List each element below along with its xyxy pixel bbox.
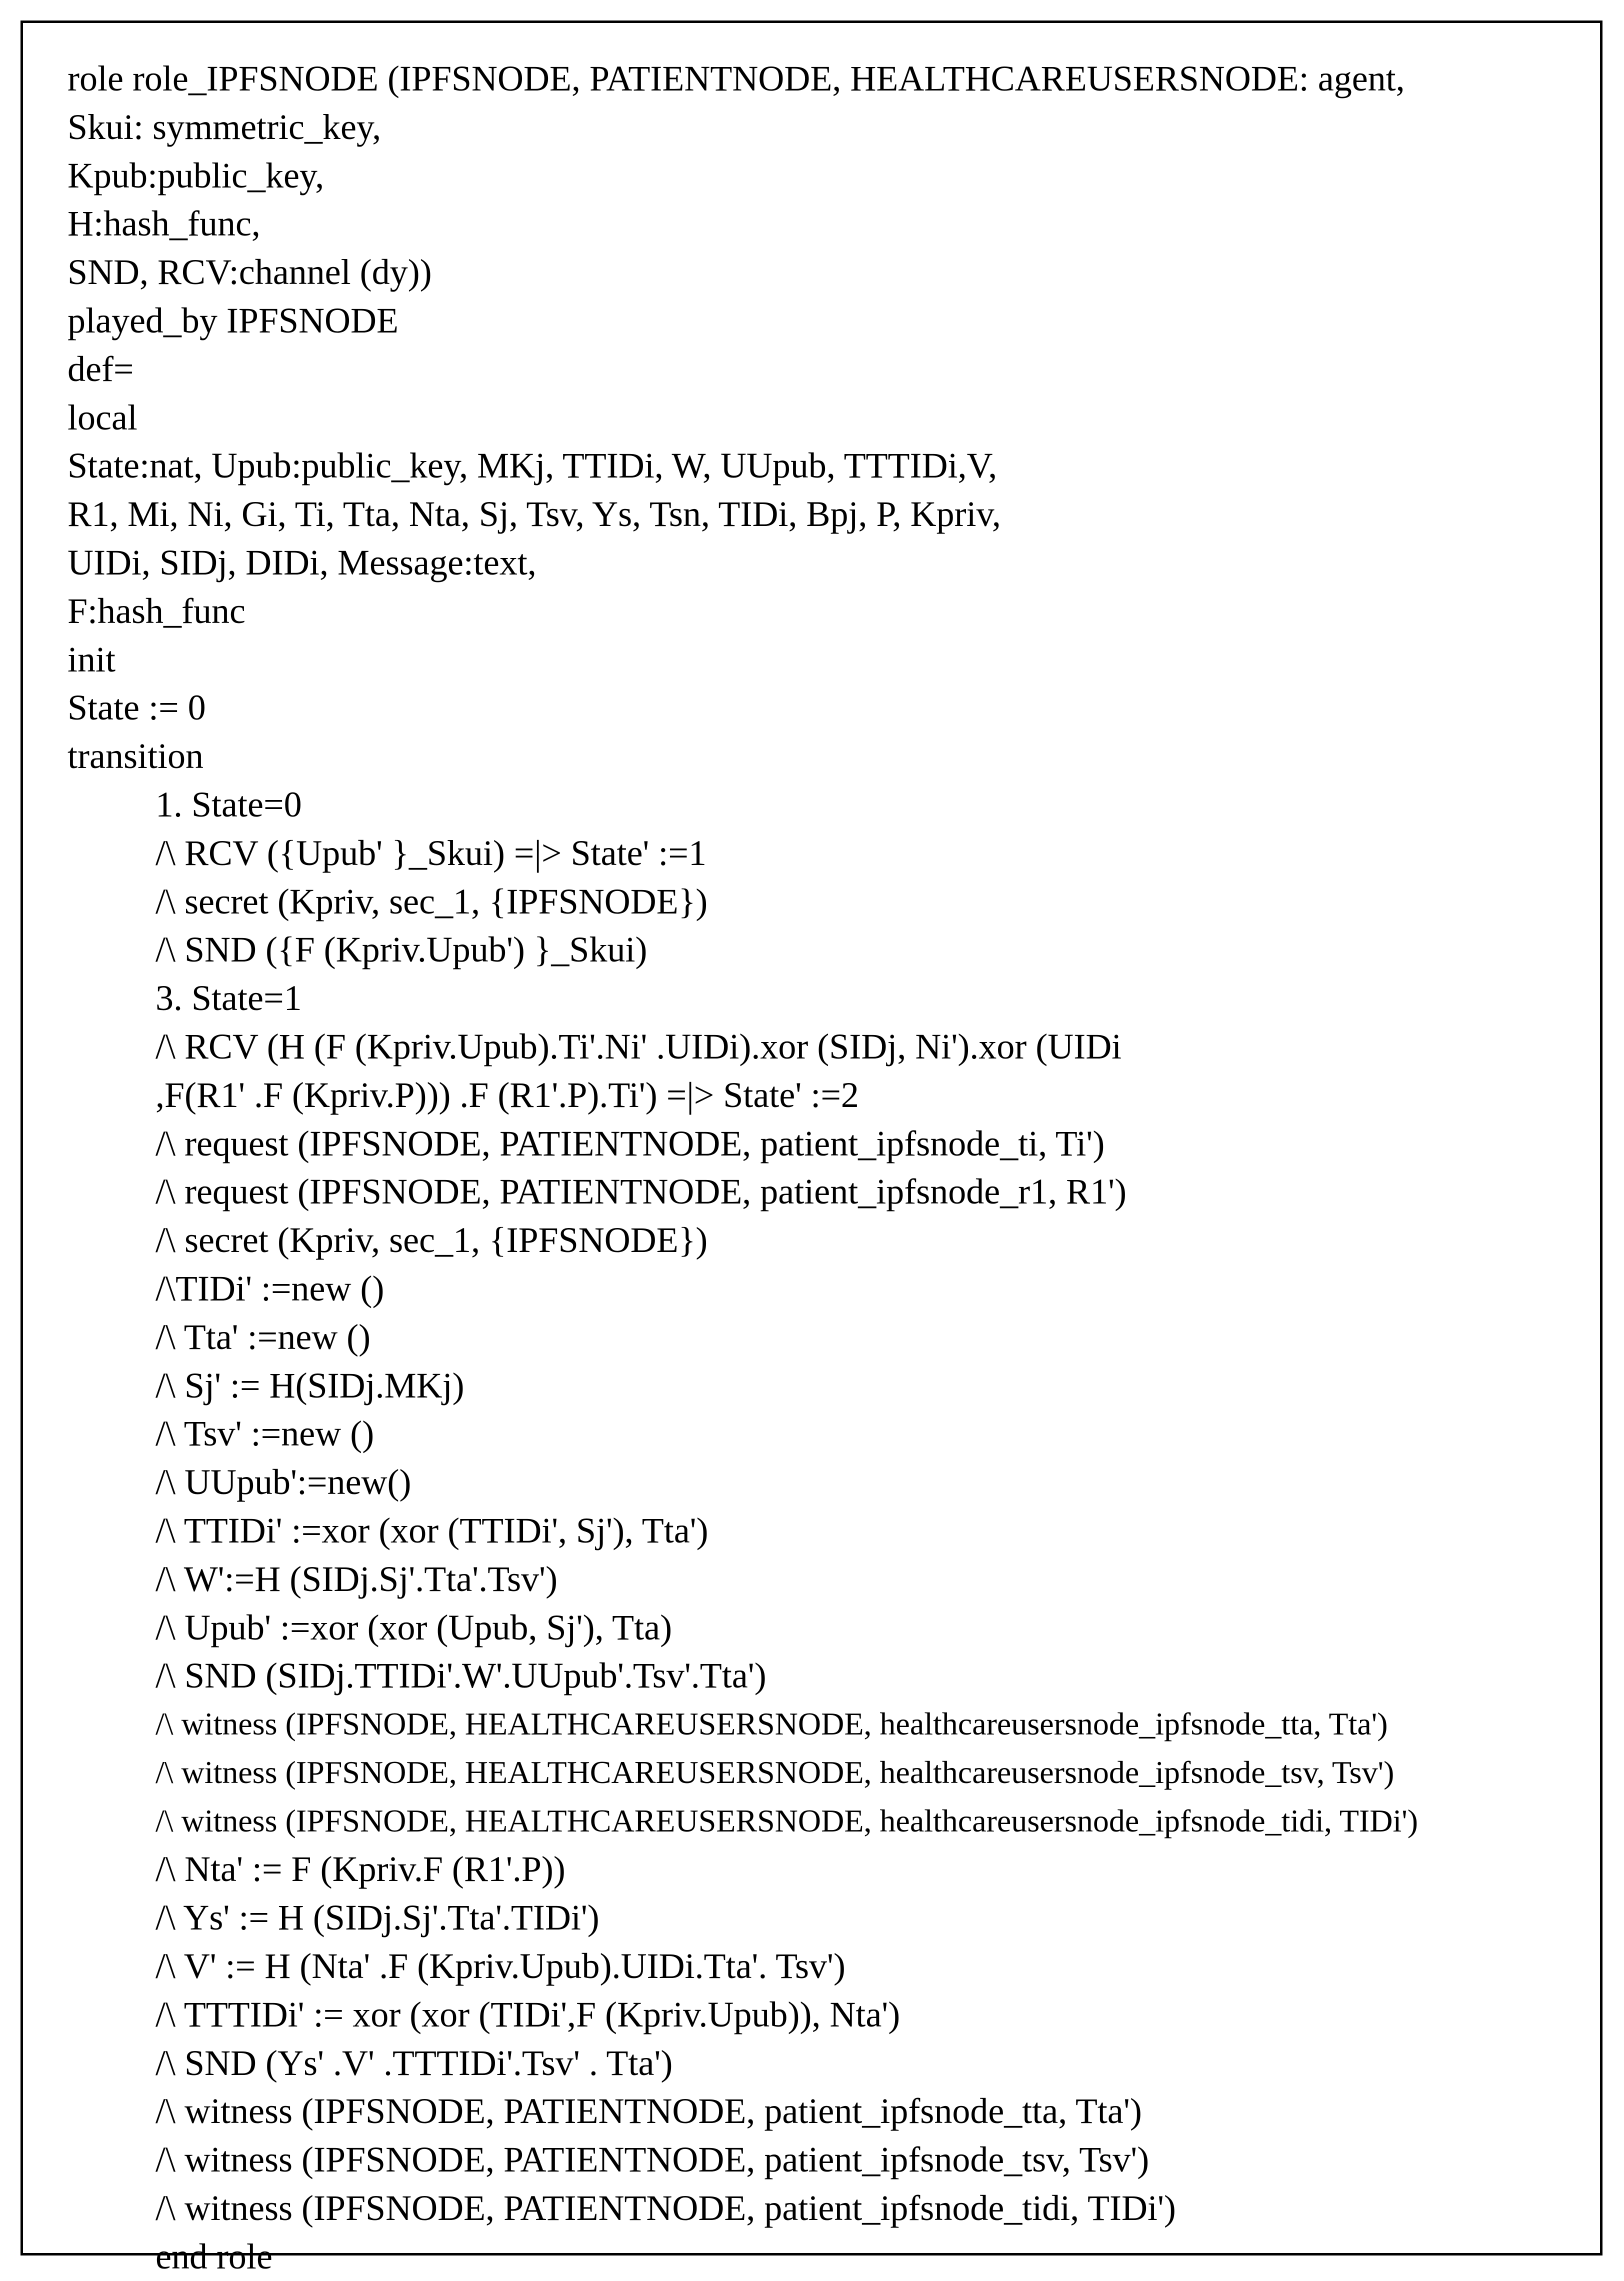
code-line: /\ TTIDi' :=xor (xor (TTIDi', Sj'), Tta') [156,1510,708,1550]
code-line: /\ RCV ({Upub' }_Skui) =|> State' :=1 [156,832,707,873]
code-line: State := 0 [68,688,206,728]
code-line: /\ Tta' :=new () [156,1316,371,1357]
code-line: /\ Tsv' :=new () [156,1414,374,1454]
code-line: 3. State=1 [156,978,302,1018]
code-line: /\ RCV (H (F (Kpriv.Upub).Ti'.Ni' .UIDi).xor (SIDj, Ni').xor (UIDi [156,1026,1122,1066]
code-line: R1, Mi, Ni, Gi, Ti, Tta, Nta, Sj, Tsv, Ys, Tsn, TIDi, Bpj, P, Kpriv, [68,494,1001,534]
code-line: transition [68,736,204,776]
code-line: /\ secret (Kpriv, sec_1, {IPFSNODE}) [156,1220,708,1260]
code-line: role role_IPFSNODE (IPFSNODE, PATIENTNODE, HEALTHCAREUSERSNODE: agent, [68,58,1405,98]
code-line: /\ Upub' :=xor (xor (Upub, Sj'), Tta) [156,1607,672,1648]
code-line: /\ SND (Ys' .V' .TTTIDi'.Tsv' . Tta') [156,2042,673,2083]
code-line: local [68,397,138,438]
code-line: SND, RCV:channel (dy)) [68,252,432,292]
code-line: /\ witness (IPFSNODE, PATIENTNODE, patient_ipfsnode_tta, Tta') [156,2091,1142,2132]
code-line: /\ TTTIDi' := xor (xor (TIDi',F (Kpriv.Upub)), Nta') [156,1994,900,2034]
code-line: /\ V' := H (Nta' .F (Kpriv.Upub).UIDi.Tta'. Tsv') [156,1946,846,1986]
code-line: /\ witness (IPFSNODE, HEALTHCAREUSERSNODE, healthcareusersnode_ipfsnode_tta, Tta') [156,1706,1388,1742]
code-line: /\TIDi' :=new () [156,1268,384,1308]
code-line: 1. State=0 [156,784,302,824]
code-line: F:hash_func [68,590,246,631]
code-line: H:hash_func, [68,204,260,244]
code-line: /\ request (IPFSNODE, PATIENTNODE, patient_ipfsnode_r1, R1') [156,1172,1127,1212]
code-line: /\ SND ({F (Kpriv.Upub') }_Skui) [156,930,648,970]
code-line: State:nat, Upub:public_key, MKj, TTIDi, W, UUpub, TTTIDi,V, [68,446,998,486]
code-line: /\ witness (IPFSNODE, PATIENTNODE, patient_ipfsnode_tsv, Tsv') [156,2140,1150,2180]
code-line: /\ secret (Kpriv, sec_1, {IPFSNODE}) [156,881,708,922]
code-frame [20,20,1602,2276]
code-line: UIDi, SIDj, DIDi, Message:text, [68,542,536,582]
code-line: Kpub:public_key, [68,155,324,196]
code-line: Skui: symmetric_key, [68,106,382,147]
code-line: /\ request (IPFSNODE, PATIENTNODE, patient_ipfsnode_ti, Ti') [156,1123,1105,1164]
code-line: def= [68,348,134,389]
code-line: /\ witness (IPFSNODE, HEALTHCAREUSERSNODE, healthcareusersnode_ipfsnode_tsv, Tsv') [156,1754,1394,1790]
code-line: /\ witness (IPFSNODE, PATIENTNODE, patient_ipfsnode_tidi, TIDi') [156,2188,1176,2228]
code-line: /\ Ys' := H (SIDj.Sj'.Tta'.TIDi') [156,1898,600,1938]
code-line: ,F(R1' .F (Kpriv.P))) .F (R1'.P).Ti') =|> State' :=2 [156,1074,859,1115]
code-line: played_by IPFSNODE [68,300,398,340]
code-line: /\ W':=H (SIDj.Sj'.Tta'.Tsv') [156,1558,558,1599]
code-line: /\ UUpub':=new() [156,1462,412,1502]
code-line: /\ Nta' := F (Kpriv.F (R1'.P)) [156,1849,566,1890]
code-block [68,54,1418,2281]
code-line: /\ witness (IPFSNODE, HEALTHCAREUSERSNODE, healthcareusersnode_ipfsnode_tidi, TIDi') [156,1802,1418,1838]
code-line: init [68,639,116,680]
code-line: end role [156,2236,272,2276]
code-line: /\ SND (SIDj.TTIDi'.W'.UUpub'.Tsv'.Tta') [156,1656,766,1696]
code-line: /\ Sj' := H(SIDj.MKj) [156,1365,464,1406]
